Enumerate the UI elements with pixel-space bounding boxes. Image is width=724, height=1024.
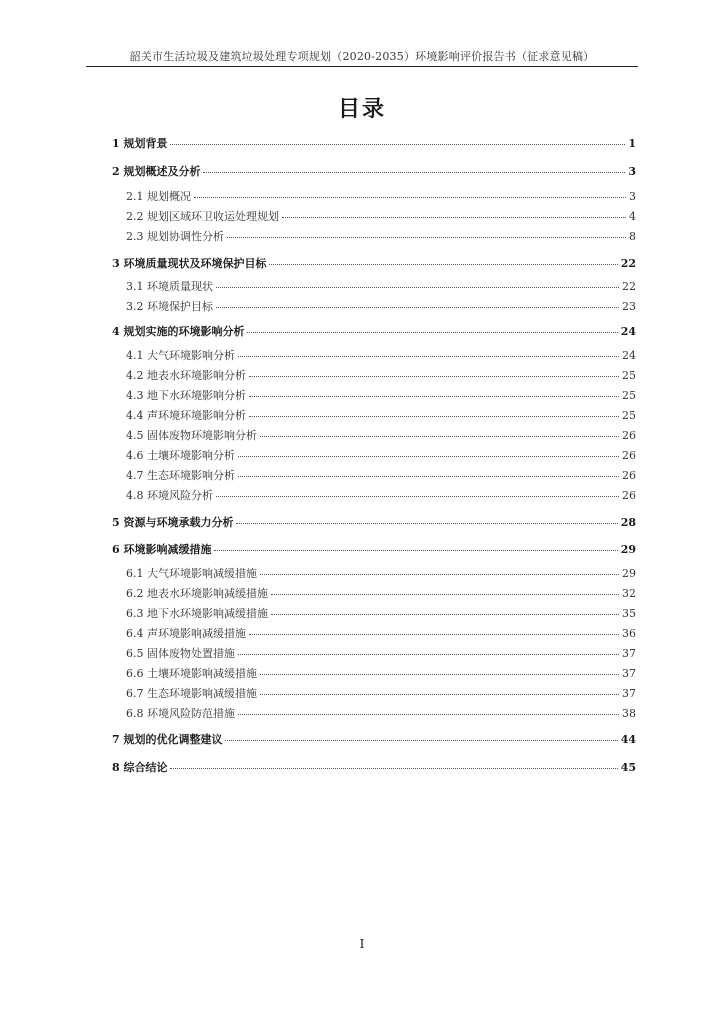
toc-entry-page: 26 — [622, 449, 636, 462]
toc-dot-leader — [225, 740, 617, 741]
toc-section-entry[interactable] — [112, 210, 636, 223]
toc-section-entry[interactable] — [112, 667, 636, 680]
toc-entry-label: 4.1 大气环境影响分析 — [126, 349, 235, 362]
toc-section-entry[interactable] — [112, 489, 636, 502]
toc-entry-page: 23 — [622, 300, 636, 313]
toc-section-entry[interactable] — [112, 567, 636, 580]
toc-dot-leader — [216, 307, 619, 308]
toc-dot-leader — [260, 694, 619, 695]
toc-entry-label: 7 规划的优化调整建议 — [112, 733, 223, 746]
toc-dot-leader — [249, 416, 619, 417]
toc-entry-label: 6.5 固体废物处置措施 — [126, 647, 235, 660]
toc-entry-label: 4.2 地表水环境影响分析 — [126, 369, 246, 382]
toc-entry-label: 3.2 环境保护目标 — [126, 300, 213, 313]
toc-dot-leader — [216, 287, 619, 288]
toc-entry-label: 2.3 规划协调性分析 — [126, 230, 224, 243]
toc-entry-label: 4.7 生态环境影响分析 — [126, 469, 235, 482]
toc-entry-page: 3 — [629, 190, 636, 203]
toc-entry-label: 5 资源与环境承载力分析 — [112, 516, 234, 529]
toc-entry-label: 3 环境质量现状及环境保护目标 — [112, 257, 267, 270]
toc-section-entry[interactable] — [112, 607, 636, 620]
toc-entry-label: 6.6 土壤环境影响减缓措施 — [126, 667, 257, 680]
toc-dot-leader — [249, 396, 619, 397]
toc-entry-page: 22 — [620, 257, 636, 270]
toc-section-entry[interactable] — [112, 627, 636, 640]
toc-entry-page: 4 — [629, 210, 636, 223]
toc-entry-label: 3.1 环境质量现状 — [126, 280, 213, 293]
toc-entry-page: 26 — [622, 489, 636, 502]
toc-dot-leader — [249, 376, 619, 377]
toc-dot-leader — [170, 768, 617, 769]
toc-entry-page: 37 — [622, 687, 636, 700]
toc-section-entry[interactable] — [112, 687, 636, 700]
toc-entry-page: 36 — [622, 627, 636, 640]
toc-entry-page: 25 — [622, 369, 636, 382]
toc-dot-leader — [282, 217, 626, 218]
toc-entry-page: 26 — [622, 429, 636, 442]
toc-entry-page: 44 — [620, 733, 636, 746]
toc-entry-label: 2.2 规划区域环卫收运处理规划 — [126, 210, 279, 223]
toc-entry-page: 28 — [620, 516, 636, 529]
toc-dot-leader — [247, 332, 617, 333]
toc-entry-label: 6.2 地表水环境影响减缓措施 — [126, 587, 268, 600]
toc-section-entry[interactable] — [112, 230, 636, 243]
toc-entry-label: 4.5 固体废物环境影响分析 — [126, 429, 257, 442]
toc-section-entry[interactable] — [112, 707, 636, 720]
toc-dot-leader — [271, 594, 619, 595]
toc-chapter-entry[interactable] — [112, 516, 636, 529]
toc-section-entry[interactable] — [112, 429, 636, 442]
toc-dot-leader — [194, 197, 626, 198]
page-title: 目录 — [337, 97, 386, 122]
toc-entry-label: 6.1 大气环境影响减缓措施 — [126, 567, 257, 580]
toc-entry-page: 3 — [628, 165, 636, 178]
toc-section-entry[interactable] — [112, 587, 636, 600]
toc-dot-leader — [238, 714, 619, 715]
running-header: 韶关市生活垃圾及建筑垃圾处理专项规划（2020-2035）环境影响评价报告书（征求意见稿） — [129, 50, 595, 63]
toc-chapter-entry[interactable] — [112, 733, 636, 746]
toc-dot-leader — [203, 172, 625, 173]
toc-entry-page: 35 — [622, 607, 636, 620]
toc-dot-leader — [238, 654, 619, 655]
toc-dot-leader — [170, 144, 625, 145]
toc-section-entry[interactable] — [112, 349, 636, 362]
toc-dot-leader — [227, 237, 626, 238]
toc-entry-page: 37 — [622, 667, 636, 680]
toc-entry-page: 1 — [628, 137, 636, 150]
toc-entry-label: 4 规划实施的环境影响分析 — [112, 325, 245, 338]
toc-entry-label: 8 综合结论 — [112, 761, 168, 774]
toc-entry-page: 29 — [620, 543, 636, 556]
toc-entry-page: 24 — [620, 325, 636, 338]
toc-section-entry[interactable] — [112, 369, 636, 382]
toc-chapter-entry[interactable] — [112, 137, 636, 150]
header-rule — [86, 66, 638, 67]
toc-entry-page: 25 — [622, 409, 636, 422]
toc-entry-page: 22 — [622, 280, 636, 293]
toc-entry-label: 6.3 地下水环境影响减缓措施 — [126, 607, 268, 620]
page-number: I — [359, 937, 365, 951]
toc-dot-leader — [271, 614, 619, 615]
toc-entry-label: 1 规划背景 — [112, 137, 168, 150]
toc-dot-leader — [269, 264, 617, 265]
toc-entry-page: 24 — [622, 349, 636, 362]
toc-section-entry[interactable] — [112, 389, 636, 402]
toc-entry-label: 6.7 生态环境影响减缓措施 — [126, 687, 257, 700]
toc-section-entry[interactable] — [112, 280, 636, 293]
toc-section-entry[interactable] — [112, 409, 636, 422]
toc-entry-page: 25 — [622, 389, 636, 402]
toc-section-entry[interactable] — [112, 647, 636, 660]
toc-chapter-entry[interactable] — [112, 257, 636, 270]
toc-entry-page: 37 — [622, 647, 636, 660]
toc-entry-label: 4.3 地下水环境影响分析 — [126, 389, 246, 402]
toc-section-entry[interactable] — [112, 449, 636, 462]
toc-dot-leader — [238, 356, 619, 357]
toc-section-entry[interactable] — [112, 300, 636, 313]
toc-entry-page: 32 — [622, 587, 636, 600]
toc-dot-leader — [249, 634, 619, 635]
toc-dot-leader — [238, 456, 619, 457]
toc-entry-page: 38 — [622, 707, 636, 720]
toc-entry-label: 4.6 土壤环境影响分析 — [126, 449, 235, 462]
toc-section-entry[interactable] — [112, 190, 636, 203]
toc-entry-label: 4.8 环境风险分析 — [126, 489, 213, 502]
toc-dot-leader — [214, 550, 617, 551]
toc-dot-leader — [260, 674, 619, 675]
toc-dot-leader — [216, 496, 619, 497]
toc-dot-leader — [236, 523, 617, 524]
toc-entry-page: 8 — [629, 230, 636, 243]
toc-entry-label: 6.4 声环境影响减缓措施 — [126, 627, 246, 640]
toc-dot-leader — [260, 436, 619, 437]
toc-entry-page: 26 — [622, 469, 636, 482]
toc-entry-page: 45 — [620, 761, 636, 774]
toc-chapter-entry[interactable] — [112, 165, 636, 178]
toc-chapter-entry[interactable] — [112, 543, 636, 556]
toc-entry-label: 2.1 规划概况 — [126, 190, 191, 203]
toc-section-entry[interactable] — [112, 469, 636, 482]
toc-chapter-entry[interactable] — [112, 761, 636, 774]
toc-dot-leader — [260, 574, 619, 575]
toc-entry-label: 6.8 环境风险防范措施 — [126, 707, 235, 720]
toc-entry-page: 29 — [622, 567, 636, 580]
toc-entry-label: 6 环境影响减缓措施 — [112, 543, 212, 556]
toc-entry-label: 2 规划概述及分析 — [112, 165, 201, 178]
toc-chapter-entry[interactable] — [112, 325, 636, 338]
toc-entry-label: 4.4 声环境环境影响分析 — [126, 409, 246, 422]
toc-dot-leader — [238, 476, 619, 477]
